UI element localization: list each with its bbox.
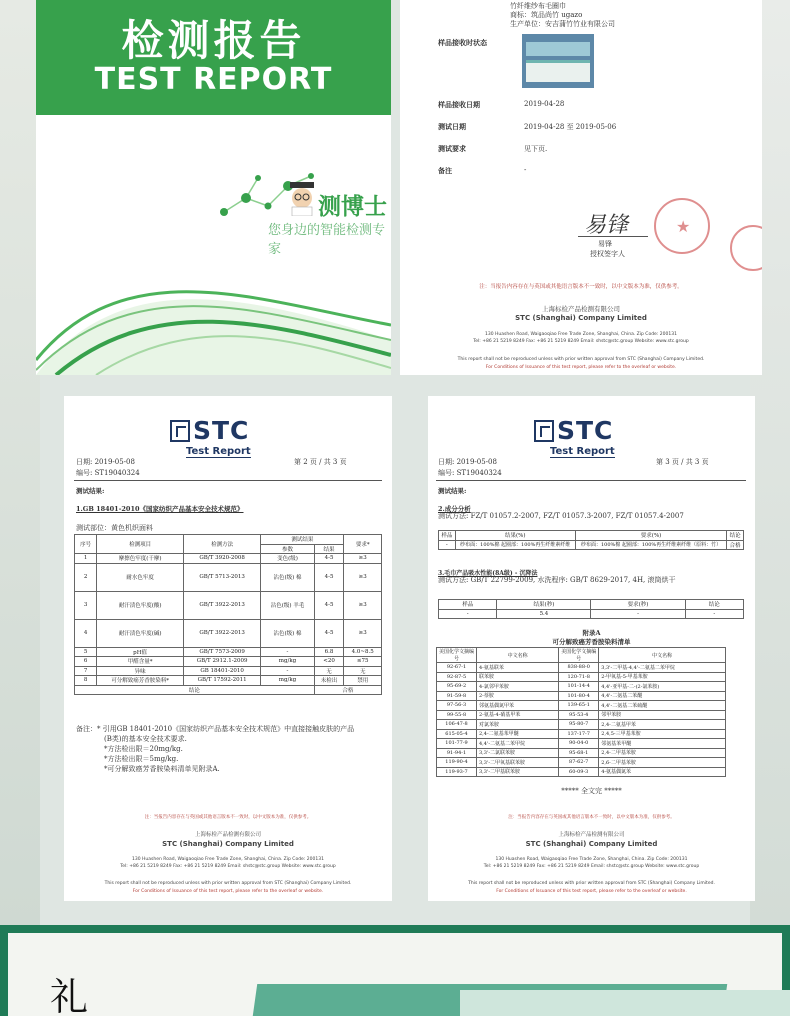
test-date-label: 测试日期 — [438, 122, 466, 131]
page3-footer-1: This report shall not be reproduced unless with prior written approval from STC (Shanghai) Company Limited. — [468, 881, 715, 886]
divider — [74, 480, 382, 481]
col-header-group: 测试结果 — [261, 535, 344, 545]
absorbency-title: 3.毛巾产品吸水性能(8A级) - 沉降法 — [438, 570, 538, 577]
page3-company-cn: 上海标检产品检测有限公司 — [558, 832, 625, 838]
page1-contact: Tel: +86 21 5219 8249 Fax: +86 21 5219 8249 Email: shstc@stc.group Website: www.stc.group — [473, 339, 689, 344]
table-row: 8 可分解致癌芳香胺染料* GB/T 17592-2011 mg/kg 未检出 禁用 — [75, 676, 382, 686]
table-row: 106-47-8 对氯苯胺 95-80-7 2,4-二氨基甲苯 — [437, 720, 726, 730]
signature: 易锋 — [584, 213, 629, 238]
page2-note: 注：当报告内容存在与英国或其他语言版本不一致时，以中文版本为准，仅供参考。 — [144, 815, 312, 820]
test-requirement: 见下页. — [524, 145, 548, 153]
doctor-avatar-icon — [286, 180, 318, 216]
page3-company-en: STC (Shanghai) Company Limited — [525, 840, 658, 848]
page3-address: 130 Huashen Road, Waigaoqiao Free Trade Zone, Shanghai, China. Zip Code: 200131 — [495, 857, 688, 862]
composition-title: 2.成分分析 — [438, 505, 471, 513]
report-title: Test Report — [186, 446, 251, 457]
report-number: 编号: ST19040324 — [438, 469, 502, 477]
remark-label: 备注 — [438, 166, 452, 175]
page1-company-en: STC (Shanghai) Company Limited — [515, 314, 647, 322]
conclusion-row: 结论 合格 — [75, 685, 382, 695]
stc-logo: STC — [170, 416, 249, 445]
col-header: 结果 — [314, 544, 344, 554]
table-row: 4 耐汗渍色牢度(碱) GB/T 3922-2013 沾色(级) 棉 4-5 ≥3 — [75, 619, 382, 647]
stc-logo-icon — [170, 420, 190, 442]
page1-address: 130 Huashen Road, Waigaoqiao Free Trade Zone, Shanghai, China. Zip Code: 200131 — [485, 332, 677, 337]
table-row: 119-90-4 3,3'-二甲氧基联苯胺 87-62-7 2,6-二甲基苯胺 — [437, 758, 726, 768]
results-table — [74, 534, 382, 695]
note-line: *方法检出限＝20mg/kg. — [104, 745, 183, 753]
note-line: *可分解致癌芳香胺染料清单见附录A. — [104, 765, 220, 773]
official-seal: ★ — [654, 198, 710, 254]
absorbency-table — [438, 599, 744, 619]
table-row: 95-69-2 4-氯邻甲苯胺 101-14-4 4,4'-亚甲基-二-(2-氯苯胺) — [437, 682, 726, 692]
product-name: 竹纤维纱布毛圈巾 — [510, 2, 566, 10]
receipt-date: 2019-04-28 — [524, 100, 565, 108]
page-indicator: 第 2 页 / 共 3 页 — [294, 458, 347, 466]
sample-state-label: 样品接收时状态 — [438, 38, 487, 47]
table-row: 92-67-1 4-氨基联苯 838-88-0 3,3'-二甲基-4,4'-二氨基二苯甲烷 — [437, 663, 726, 673]
remark: - — [524, 166, 527, 174]
table-row: 1 摩擦色牢度(干摩) GB/T 3920-2008 变色(级) 4-5 ≥3 — [75, 554, 382, 564]
col-header: 要求* — [344, 535, 382, 554]
composition-method: 测试方法: FZ/T 01057.2-2007, FZ/T 01057.3-2007, FZ/T 01057.4-2007 — [438, 512, 684, 520]
standard-title: 1.GB 18401-2010《国家纺织产品基本安全技术规范》 — [76, 505, 244, 513]
receipt-date-label: 样品接收日期 — [438, 100, 480, 109]
report-cover — [36, 0, 391, 375]
col-header: 参数 — [261, 544, 314, 554]
table-row: - 5.4 - - — [439, 609, 744, 619]
signer-name: 易锋 — [598, 240, 612, 248]
page2-address: 130 Huashen Road, Waigaoqiao Free Trade Zone, Shanghai, China. Zip Code: 200131 — [132, 857, 324, 862]
stc-logo-icon — [534, 420, 554, 442]
end-of-report: ***** 全文完 ***** — [561, 787, 622, 795]
appendix-table — [436, 647, 726, 777]
gift-heading-char: 礼 — [50, 975, 89, 1016]
divider — [436, 480, 746, 481]
report-date: 日期: 2019-05-08 — [76, 458, 135, 466]
page1-footer-2: For Conditions of Issuance of this test report, please refer to the overleaf or website. — [485, 365, 677, 370]
test-part: 测试部位：黄色机织面料 — [76, 524, 153, 532]
cover-title-cn: 检测报告 — [121, 16, 306, 65]
col-header: 序号 — [75, 535, 97, 554]
sample-photo — [522, 34, 594, 88]
table-row: 101-77-9 4,4'-二氨基二苯甲烷 90-04-0 邻氨基苯甲醚 — [437, 739, 726, 749]
cover-title-en: TEST REPORT — [94, 62, 333, 97]
table-header-row: 美国化学文摘编号 中文名称 美国化学文摘编号 中文名称 — [437, 648, 726, 663]
table-row: 615-05-4 2,4-二氨基苯甲醚 137-17-7 2,4,5-三甲基苯胺 — [437, 729, 726, 739]
report-number: 编号: ST19040324 — [76, 469, 140, 477]
table-header-row — [75, 535, 382, 545]
page2-contact: Tel: +86 21 5219 8249 Fax: +86 21 5219 8249 Email: shstc@stc.group Website: www.stc.group — [120, 864, 336, 869]
signer-role: 授权签字人 — [590, 250, 625, 258]
page2-company-en: STC (Shanghai) Company Limited — [162, 840, 294, 848]
table-row: 99-55-8 2-氨基-4-硝基甲苯 95-53-4 邻甲苯胺 — [437, 710, 726, 720]
table-row: 7 异味 GB 18401-2010 - 无 无 — [75, 666, 382, 676]
report-page-3 — [428, 396, 755, 901]
page-indicator: 第 3 页 / 共 3 页 — [656, 458, 709, 466]
background-left — [0, 0, 40, 925]
table-row: 3 耐汗渍色牢度(酸) GB/T 3922-2013 沾色(级) 羊毛 4-5 ≥3 — [75, 591, 382, 619]
brand-name: 测博士 — [318, 194, 387, 220]
page3-footer-2: For Conditions of Issuance of this test report, please refer to the overleaf or website. — [496, 889, 687, 894]
page2-footer-2: For Conditions of Issuance of this test report, please refer to the overleaf or website. — [132, 889, 324, 894]
col-header: 检测项目 — [97, 535, 184, 554]
note-line: *方法检出限＝5mg/kg. — [104, 755, 179, 763]
report-page-1 — [400, 0, 762, 375]
table-row: 92-87-5 联苯胺 120-71-8 2-甲氧基-5-甲基苯胺 — [437, 672, 726, 682]
table-row: 119-93-7 3,3'-二甲基联苯胺 60-09-3 4-氨基偶氮苯 — [437, 767, 726, 777]
table-header-row: 样品 结果(秒) 要求(秒) 结论 — [439, 600, 744, 610]
table-row: 2 耐水色牢度 GB/T 5713-2013 沾色(级) 棉 4-5 ≥3 — [75, 563, 382, 591]
gift-box-lid-graphic — [460, 990, 790, 1016]
note-line: 备注：* 引用GB 18401-2010《国家纺织产品基本安全技术规范》中直接接触皮肤的产品 — [76, 725, 355, 733]
appendix-title: 附录A — [582, 629, 601, 637]
section-title: 测试结果: — [76, 487, 105, 495]
report-title: Test Report — [550, 446, 615, 457]
table-header-row: 样品 结果(%) 要求(%) 结论 — [439, 531, 744, 541]
note-line: (B类)的基本安全技术要求. — [104, 735, 187, 743]
absorbency-method: 测试方法: GB/T 22799-2009, 水洗程序: GB/T 8629-2017, 4H, 滚筒烘干 — [438, 576, 676, 584]
table-row: 91-59-8 2-萘胺 101-80-4 4,4'-二氨基二苯醚 — [437, 691, 726, 701]
test-date: 2019-04-28 至 2019-05-06 — [524, 123, 617, 131]
table-row: - 纱布面：100%棉 起圈部：100%再生纤维素纤维 纱布面：100%棉 起圈部：100%再生纤维素纤维（原料：竹） 合格 — [439, 540, 744, 550]
appendix-subtitle: 可分解致癌芳香胺染料清单 — [552, 638, 631, 646]
brand-slogan: 您身边的智能检测专家 — [268, 223, 386, 257]
page3-contact: Tel: +86 21 5219 8249 Fax: +86 21 5219 8249 Email: shstc@stc.group Website: www.stc.group — [483, 864, 700, 869]
page2-company-cn: 上海标检产品检测有限公司 — [194, 832, 261, 838]
report-page-2 — [64, 396, 392, 901]
table-row: 91-94-1 3,3'-二氯联苯胺 95-68-1 2,4-二甲基苯胺 — [437, 748, 726, 758]
green-wave-decoration — [36, 230, 391, 375]
table-row: 5 pH值 GB/T 7573-2009 - 6.8 4.0~8.5 — [75, 647, 382, 657]
manufacturer: 生产单位：安吉蒲竹竹业有限公司 — [510, 20, 615, 28]
signature-line — [578, 236, 648, 237]
official-seal-2 — [730, 225, 762, 271]
page1-company-cn: 上海标检产品检测有限公司 — [542, 305, 620, 313]
page3-note: 注：当报告内容存在与英国或其他语言版本不一致时，以中文版本为准，仅供参考。 — [508, 815, 675, 820]
trademark: 商标：筑品尚竹 ugazo — [510, 11, 583, 19]
page1-note: 注：当报告内容存在与英国或其他语言版本不一致时，以中文版本为准，仅供参考。 — [479, 284, 683, 290]
test-requirement-label: 测试要求 — [438, 144, 466, 153]
table-row: 6 甲醛含量* GB/T 2912.1-2009 mg/kg <20 ≤75 — [75, 657, 382, 667]
page2-footer-1: This report shall not be reproduced unless with prior written approval from STC (Shanghai) Company Limited. — [104, 881, 352, 886]
report-date: 日期: 2019-05-08 — [438, 458, 497, 466]
stc-logo: STC — [534, 416, 613, 445]
composition-table — [438, 530, 744, 550]
col-header: 检测方法 — [184, 535, 261, 554]
section-title: 测试结果: — [438, 487, 467, 495]
page1-footer-1: This report shall not be reproduced unless with prior written approval from STC (Shanghai) Company Limited. — [457, 357, 705, 362]
table-row: 97-56-3 邻氨基偶氮甲苯 139-65-1 4,4'-二氨基二苯硫醚 — [437, 701, 726, 711]
